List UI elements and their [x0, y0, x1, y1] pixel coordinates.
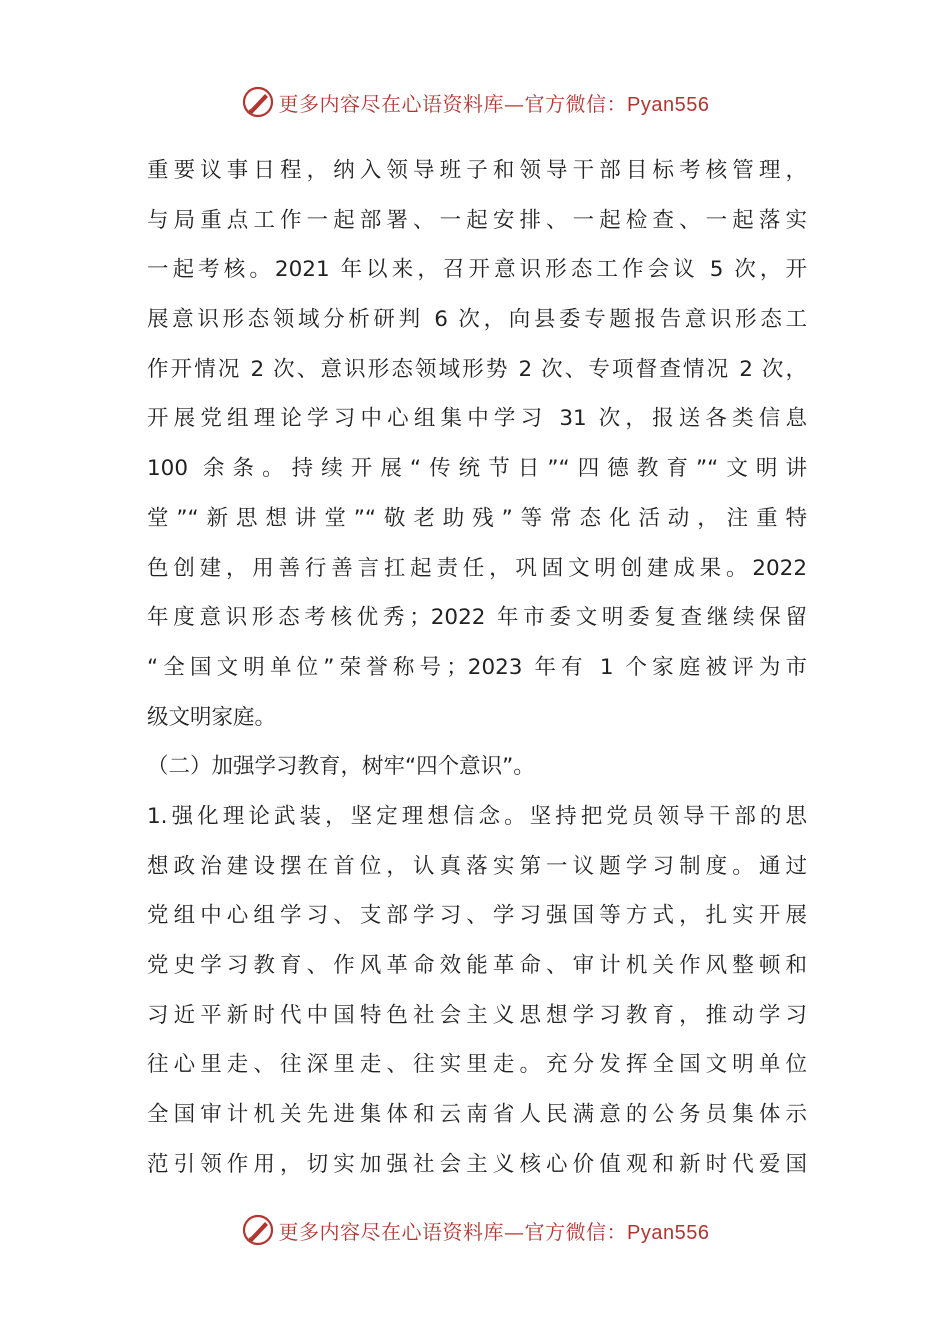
- watermark-text: [279, 88, 710, 117]
- official-label: 官方微信：: [524, 91, 628, 116]
- body-line: 与局重点工作一起部署、一起安排、一起检查、一起落实: [147, 207, 807, 233]
- body-line: 想政治建设摆在首位，认真落实第一议题学习制度。通过: [147, 853, 807, 879]
- brand-dash: —: [504, 1219, 525, 1244]
- body-line: 全国审计机关先进集体和云南省人民满意的公务员集体示: [147, 1102, 807, 1128]
- body-line: 往心里走、往深里走、往实里走。充分发挥全国文明单位: [147, 1052, 807, 1078]
- body-line: 习近平新时代中国特色社会主义思想学习教育，推动学习: [147, 1002, 807, 1028]
- document-body: [147, 146, 807, 1189]
- pen-in-circle-logo-icon: [241, 85, 275, 119]
- body-line: “全国文明单位”荣誉称号；2023 年有 1 个家庭被评为市: [147, 654, 807, 680]
- body-line: 年度意识形态考核优秀；2022 年市委文明委复查继续保留: [147, 605, 807, 631]
- body-line: 重要议事日程，纳入领导班子和领导干部目标考核管理，: [147, 158, 807, 183]
- wechat-id: Pyan556: [627, 93, 710, 116]
- official-label: 官方微信：: [524, 1219, 628, 1244]
- watermark-banner-top: [0, 82, 950, 122]
- body-line: （二）加强学习教育，树牢“四个意识”。: [147, 754, 535, 780]
- body-line: 色创建，用善行善言扛起责任，巩固文明创建成果。2022: [147, 555, 807, 581]
- pen-in-circle-logo-icon: [241, 1213, 275, 1247]
- body-line: 党史学习教育、作风革命效能革命、审计机关作风整顿和: [147, 953, 807, 978]
- brand-text: 更多内容尽在心语资料库: [278, 91, 505, 116]
- body-line: 级文明家庭。: [147, 704, 277, 730]
- body-line: 100 余条。持续开展“传统节日”“四德教育”“文明讲: [147, 456, 807, 482]
- wechat-id: Pyan556: [627, 1221, 710, 1244]
- watermark-banner-bottom: [0, 1210, 950, 1250]
- body-line: 1.强化理论武装，坚定理想信念。坚持把党员领导干部的思: [147, 803, 807, 829]
- body-line: 作开情况 2 次、意识形态领域形势 2 次、专项督查情况 2 次，: [147, 356, 807, 382]
- body-line: 展意识形态领域分析研判 6 次，向县委专题报告意识形态工: [147, 307, 807, 333]
- body-line: 范引领作用，切实加强社会主义核心价值观和新时代爱国: [147, 1151, 807, 1177]
- body-line: 堂”“新思想讲堂”“敬老助残”等常态化活动，注重特: [147, 505, 807, 531]
- body-line: 一起考核。2021 年以来，召开意识形态工作会议 5 次，开: [147, 257, 807, 283]
- brand-text: 更多内容尽在心语资料库: [278, 1219, 505, 1244]
- body-line: 开展党组理论学习中心组集中学习 31 次，报送各类信息: [147, 406, 807, 432]
- brand-dash: —: [504, 91, 525, 116]
- watermark-text: [279, 1216, 710, 1245]
- body-line: 党组中心组学习、支部学习、学习强国等方式，扎实开展: [147, 903, 807, 929]
